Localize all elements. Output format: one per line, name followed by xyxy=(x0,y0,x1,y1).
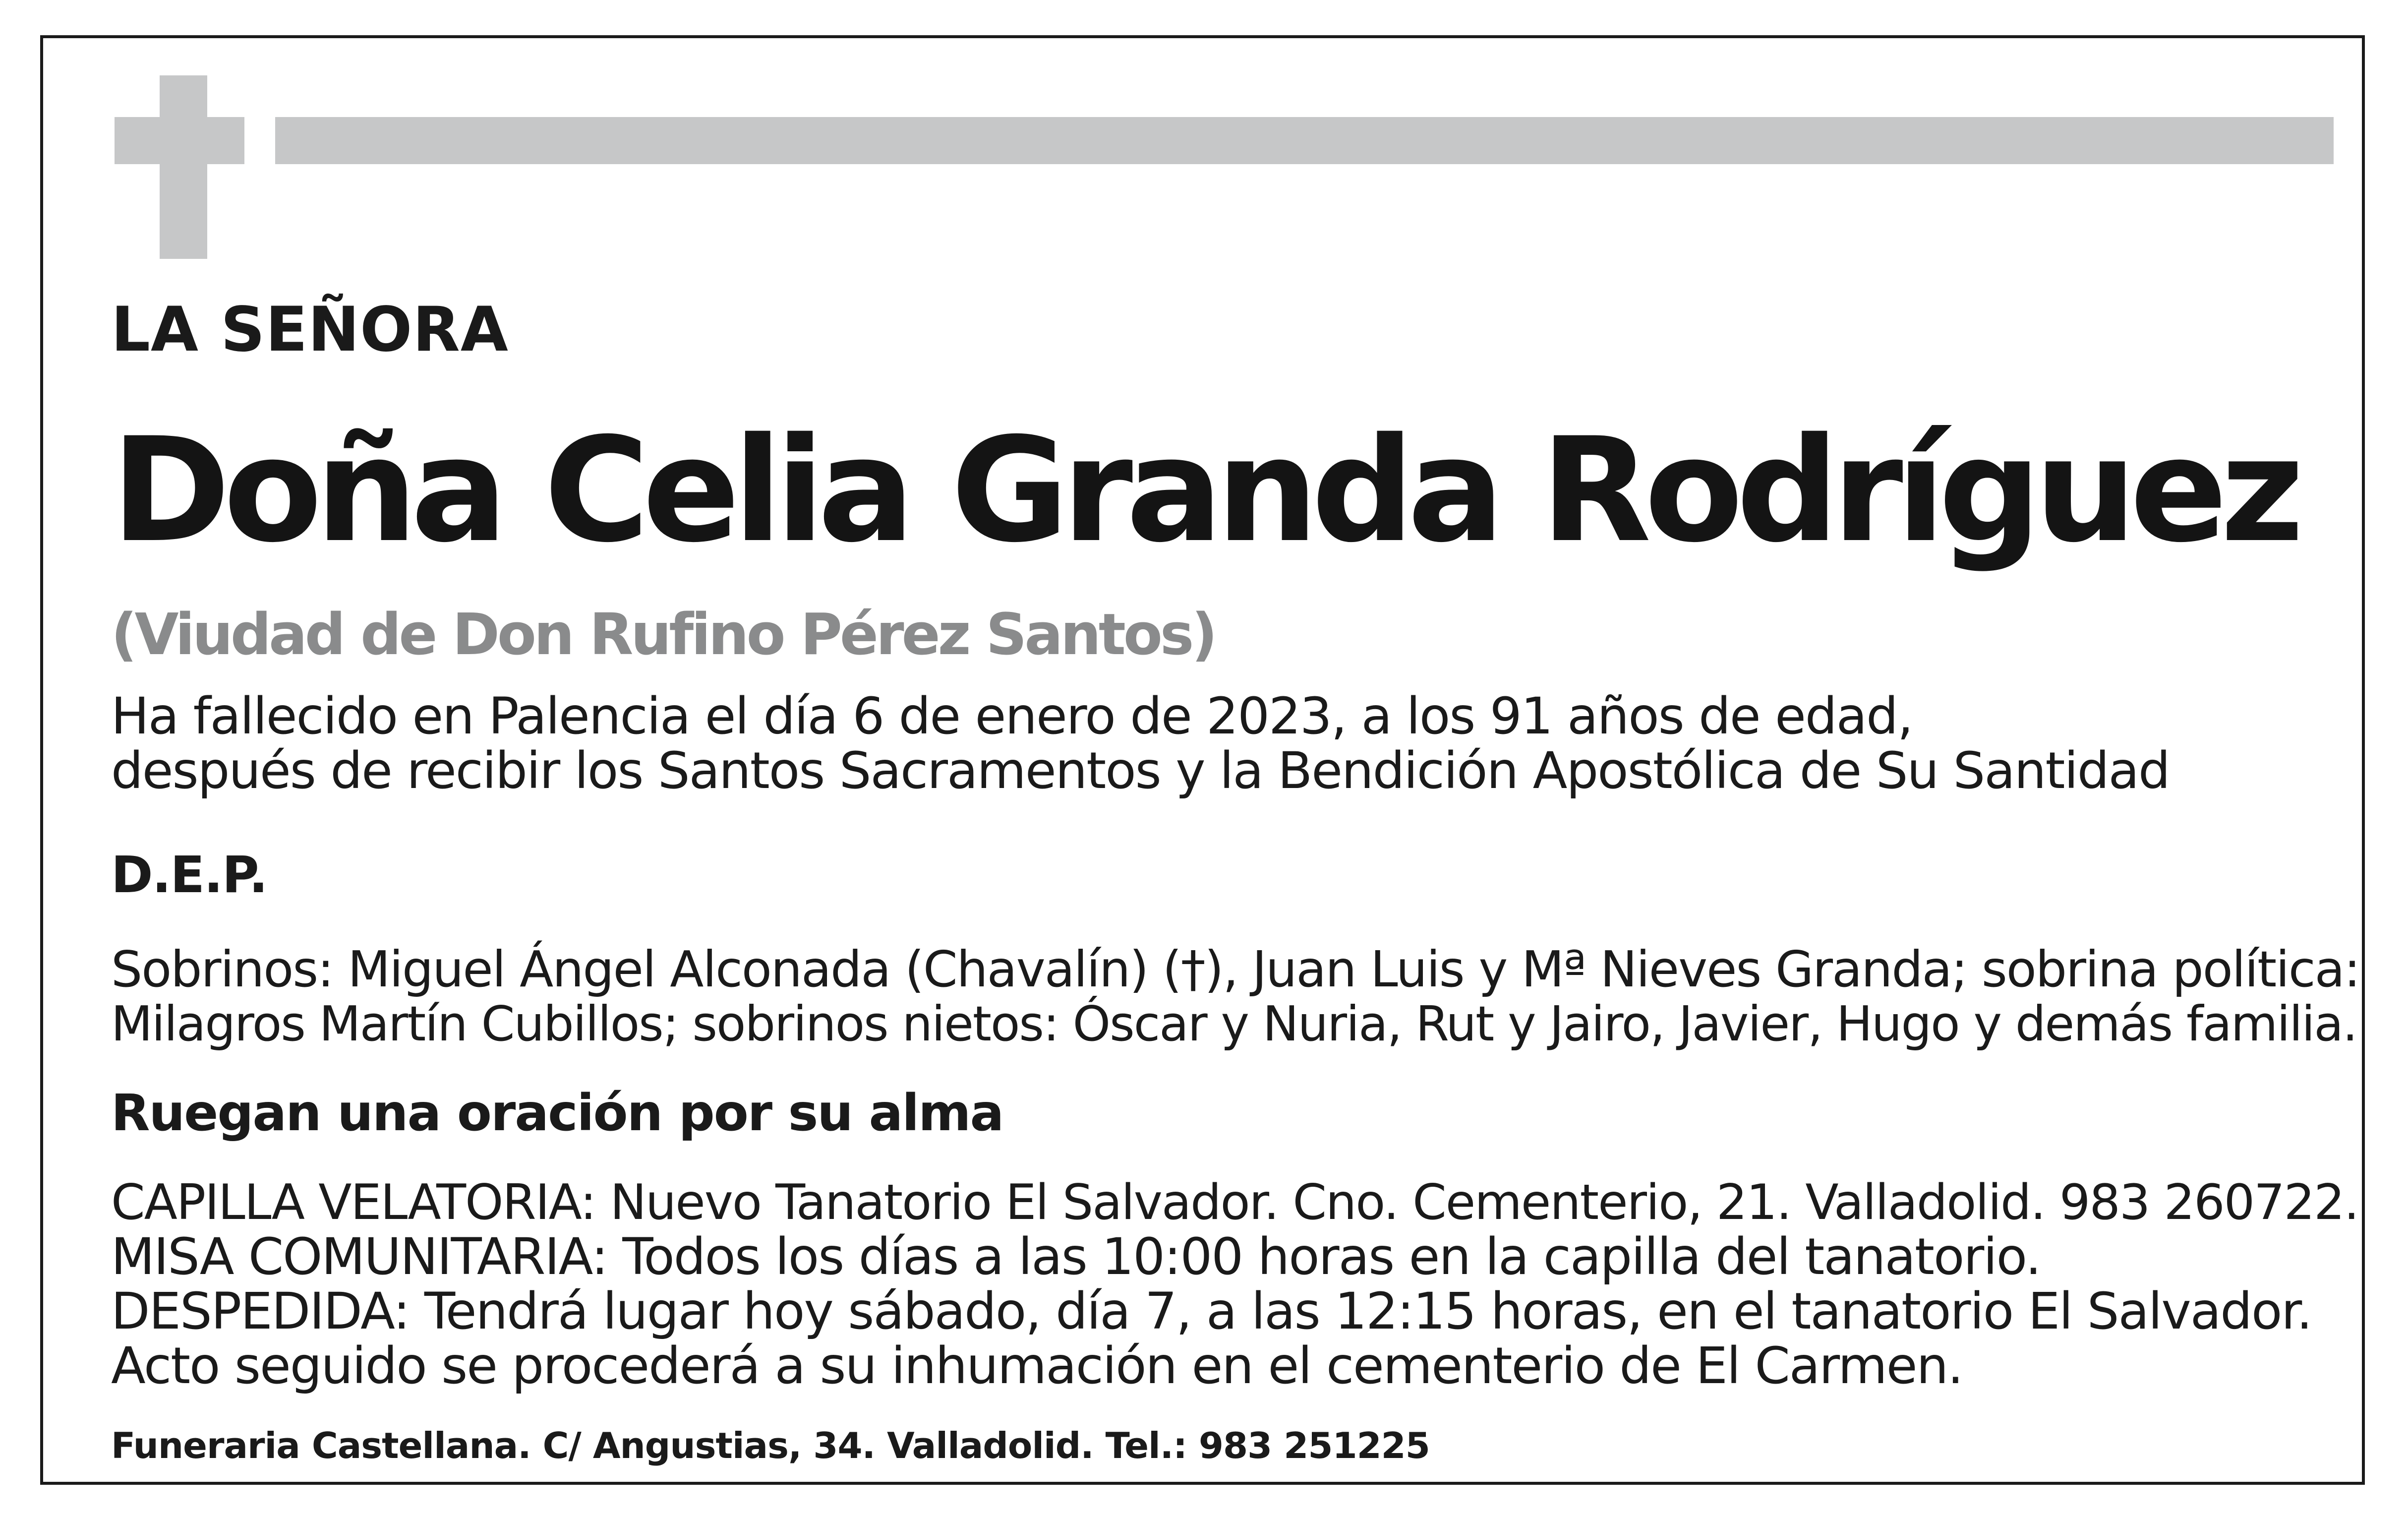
cross-icon-vertical xyxy=(160,75,207,259)
family-line-1: Sobrinos: Miguel Ángel Alconada (Chavalín) (†), Juan Luis y Mª Nieves Granda; sobrina política: xyxy=(111,941,2360,998)
service-line-chapel: CAPILLA VELATORIA: Nuevo Tanatorio El Salvador. Cno. Cementerio, 21. Valladolid. 983 260722. xyxy=(111,1174,2358,1231)
death-line-1: Ha fallecido en Palencia el día 6 de enero de 2023, a los 91 años de edad, xyxy=(111,687,1913,746)
service-line-burial: Acto seguido se procederá a su inhumación en el cementerio de El Carmen. xyxy=(111,1337,1963,1396)
rip-label: D.E.P. xyxy=(111,846,267,905)
death-line-2: después de recibir los Santos Sacramentos y la Bendición Apostólica de Su Santidad xyxy=(111,741,2170,800)
deceased-name: Doña Celia Granda Rodríguez xyxy=(111,407,2297,574)
service-line-mass: MISA COMUNITARIA: Todos los días a las 10:00 horas en la capilla del tanatorio. xyxy=(111,1227,2041,1286)
header-bar xyxy=(275,117,2334,164)
cross-icon-horizontal xyxy=(115,117,244,164)
prayer-request: Ruegan una oración por su alma xyxy=(111,1084,1003,1143)
widow-subtitle: (Viudad de Don Rufino Pérez Santos) xyxy=(111,602,1215,668)
funeral-home-footer: Funeraria Castellana. C/ Angustias, 34. Valladolid. Tel.: 983 251225 xyxy=(111,1425,1430,1466)
family-line-2: Milagros Martín Cubillos; sobrinos nietos: Óscar y Nuria, Rut y Jairo, Javier, Hugo y demás familia. xyxy=(111,996,2357,1052)
service-line-farewell: DESPEDIDA: Tendrá lugar hoy sábado, día 7, a las 12:15 horas, en el tanatorio El Salvador. xyxy=(111,1282,2312,1341)
intro-heading: LA SEÑORA xyxy=(111,294,509,365)
